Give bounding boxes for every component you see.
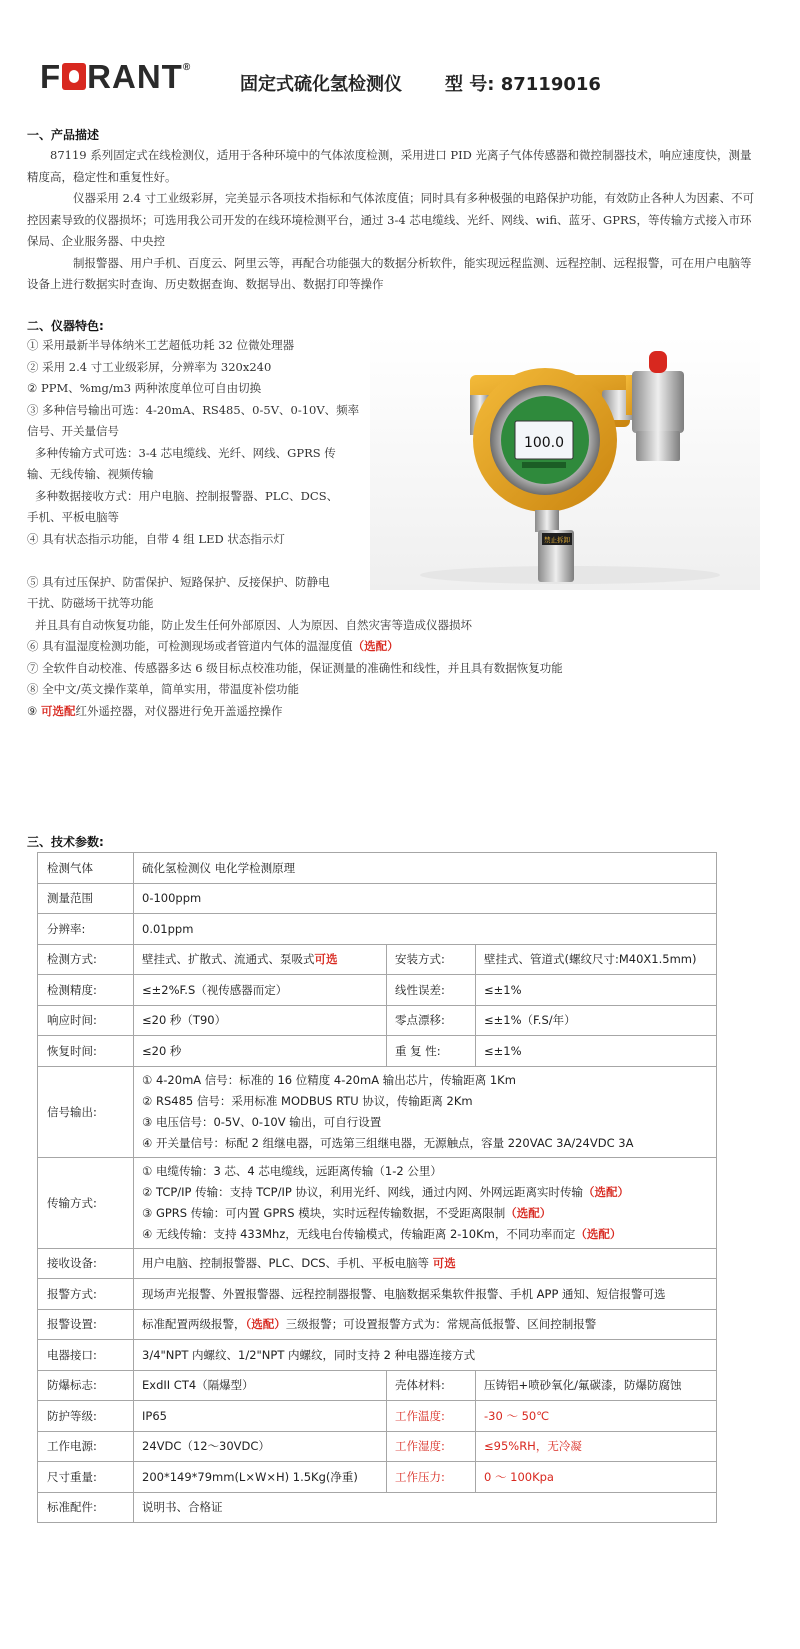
spec-value: 压铸铝+喷砂氧化/氟碳漆，防爆防腐蚀 — [476, 1370, 717, 1401]
transmission-text: ④ 无线传输：支持 433Mhz，无线电台传输模式，传输距离 2-10Km，不同功率而定 — [142, 1226, 576, 1241]
product-photo — [370, 335, 760, 590]
spec-label: 防护等级: — [38, 1401, 134, 1432]
feature-line: ③ 多种信号输出可选：4-20mA、RS485、0-5V、0-10V、频率 — [27, 402, 360, 417]
table-row — [38, 944, 717, 975]
table-row — [38, 1492, 717, 1523]
feature-line: 并且具有自动恢复功能，防止发生任何外部原因、人为原因、自然灾害等造成仪器损坏 — [35, 617, 472, 632]
table-row — [38, 914, 717, 945]
product-title: 固定式硫化氢检测仪 — [240, 74, 402, 95]
spec-value: 说明书、合格证 — [134, 1492, 717, 1523]
spec-value-text: 用户电脑、控制报警器、PLC、DCS、手机、平板电脑等 — [142, 1256, 433, 1271]
spec-value-multiline — [134, 1157, 717, 1248]
feature-line: 信号、开关量信号 — [27, 424, 119, 438]
spec-label: 检测气体 — [38, 853, 134, 884]
transmission-line — [142, 1203, 708, 1224]
feature-line: ④ 具有状态指示功能，自带 4 组 LED 状态指示灯 — [27, 531, 285, 546]
spec-value: ≤±1%（F.S/年） — [476, 1005, 717, 1036]
spec-label: 壳体材料: — [387, 1370, 476, 1401]
optional-tag: （选配） — [505, 1205, 552, 1220]
spec-value: ≤±2%F.S（视传感器而定） — [134, 975, 387, 1006]
transmission-line — [142, 1224, 708, 1245]
spec-label: 信号输出: — [38, 1066, 134, 1157]
section-1-description — [27, 145, 757, 296]
feature-line: ① 采用最新半导体纳米工艺超低功耗 32 位微处理器 — [27, 338, 295, 352]
spec-value — [134, 944, 387, 975]
warning-label-text: 禁止拆卸 — [544, 536, 570, 544]
transmission-line: ① 电缆传输：3 芯、4 芯电缆线，远距离传输（1-2 公里） — [142, 1163, 442, 1178]
description-paragraph-2: 仪器采用 2.4 寸工业级彩屏，完美显示各项技术指标和气体浓度值；同时具有多种极强的电路保护功能，有效防止各种人为因素、不可控因素导致的仪器损坏；可选用我公司开发的在线环境检测平台，通过 3-4 芯电缆线、光纤、网线、wifi、蓝牙、GPRS，等传输方式接入市环保局、企业服务器、中央控 — [27, 191, 755, 248]
transmission-text: ③ GPRS 传输：可内置 GPRS 模块，实时远程传输数据，不受距离限制 — [142, 1205, 506, 1220]
spec-label: 线性误差: — [387, 975, 476, 1006]
table-row — [38, 1157, 717, 1248]
feature-line: 输、无线传输、视频传输 — [27, 467, 154, 481]
table-row — [38, 1005, 717, 1036]
spec-value — [134, 1309, 717, 1340]
optional-tag: （选配） — [352, 639, 399, 653]
lcd-value: 100.0 — [523, 435, 565, 451]
optional-tag: 可选配 — [40, 703, 76, 718]
feature-line-8: ⑧ 全中文/英文操作菜单，简单实用，带温度补偿功能 — [27, 682, 300, 696]
spec-value-text: 壁挂式、扩散式、流通式、泵吸式 — [142, 952, 315, 967]
feature-line-9 — [27, 701, 563, 723]
table-row — [38, 975, 717, 1006]
feature-line-7: ⑦ 全软件自动校准、传感器多达 6 级目标点校准功能，保证测量的准确性和线性，并且具有数据恢复功能 — [27, 660, 563, 675]
spec-value-multiline — [134, 1066, 717, 1157]
led-indicators — [522, 462, 566, 468]
spec-value: 现场声光报警、外置报警器、远程控制器报警、电脑数据采集软件报警、手机 APP 通知、短信报警可选 — [134, 1279, 717, 1310]
spec-value-text: 三级报警；可设置报警方式为：常规高低报警、区间控制报警 — [285, 1317, 597, 1332]
transmission-line — [142, 1182, 708, 1203]
spec-label: 检测精度: — [38, 975, 134, 1006]
optional-tag: 可选 — [314, 952, 338, 967]
alarm-lamp-base — [632, 371, 684, 433]
feature-9-text: 红外遥控器，对仪器进行免开盖遥控操作 — [75, 703, 283, 718]
table-row — [38, 1370, 717, 1401]
feature-line: 多种数据接收方式：用户电脑、控制报警器、PLC、DCS、 — [35, 488, 339, 503]
optional-tag: （选配） — [575, 1226, 622, 1241]
spec-value: 壁挂式、管道式(螺纹尺寸:M40X1.5mm) — [476, 944, 717, 975]
spec-value: 200*149*79mm(L×W×H) 1.5Kg(净重) — [134, 1462, 387, 1493]
logo-text-rant: RANT — [87, 58, 183, 95]
spec-label: 测量范围 — [38, 883, 134, 914]
spec-value: 3/4"NPT 内螺纹、1/2"NPT 内螺纹，同时支持 2 种电器连接方式 — [134, 1340, 717, 1371]
table-row — [38, 1340, 717, 1371]
spec-label: 尺寸重量: — [38, 1462, 134, 1493]
logo-text-f: F — [40, 58, 62, 95]
model-number: 型 号: 87119016 — [445, 74, 601, 95]
spec-label: 报警方式: — [38, 1279, 134, 1310]
spec-value-highlight: -30 ～ 50℃ — [476, 1401, 717, 1432]
spec-label: 零点漂移: — [387, 1005, 476, 1036]
spec-value: IP65 — [134, 1401, 387, 1432]
feature-6-text: ⑥ 具有温湿度检测功能，可检测现场或者管道内气体的温湿度值 — [27, 639, 353, 653]
table-row — [38, 1036, 717, 1067]
spec-label: 接收设备: — [38, 1248, 134, 1279]
spec-label-highlight: 工作温度: — [387, 1401, 476, 1432]
feature-line: 干扰、防磁场干扰等功能 — [27, 596, 154, 610]
feature-line: 多种传输方式可选：3-4 芯电缆线、光纤、网线、GPRS 传 — [35, 445, 336, 460]
signal-line: ① 4-20mA 信号：标准的 16 位精度 4-20mA 输出芯片，传输距离 1Km — [142, 1072, 516, 1087]
logo-o-icon — [62, 63, 86, 90]
optional-tag: 可选 — [432, 1256, 456, 1271]
gas-detector-illustration — [370, 335, 760, 590]
feature-9-number: ⑨ — [27, 703, 41, 718]
table-row — [38, 1066, 717, 1157]
registered-mark: ® — [182, 62, 192, 73]
spec-label: 报警设置: — [38, 1309, 134, 1340]
spec-label: 电器接口: — [38, 1340, 134, 1371]
spec-value-highlight: 0 ～ 100Kpa — [476, 1462, 717, 1493]
table-row — [38, 853, 717, 884]
table-row — [38, 1309, 717, 1340]
alarm-lamp-red — [649, 351, 667, 373]
spec-label-highlight: 工作湿度: — [387, 1431, 476, 1462]
signal-line: ③ 电压信号：0-5V、0-10V 输出，可自行设置 — [142, 1114, 382, 1129]
spec-label: 检测方式: — [38, 944, 134, 975]
spec-value: ≤20 秒 — [134, 1036, 387, 1067]
table-row — [38, 1462, 717, 1493]
table-row — [38, 883, 717, 914]
spec-label: 工作电源: — [38, 1431, 134, 1462]
spec-value: ≤±1% — [476, 975, 717, 1006]
spec-label: 重 复 性: — [387, 1036, 476, 1067]
page-header — [0, 0, 800, 120]
table-row — [38, 1431, 717, 1462]
spec-label: 安装方式: — [387, 944, 476, 975]
spec-value: 硫化氢检测仪 电化学检测原理 — [134, 853, 717, 884]
spec-label: 响应时间: — [38, 1005, 134, 1036]
spec-value — [134, 1248, 717, 1279]
feature-line: ⑤ 具有过压保护、防雷保护、短路保护、反接保护、防静电 — [27, 574, 330, 589]
forant-logo — [40, 58, 191, 96]
spec-value: 0-100ppm — [134, 883, 717, 914]
spec-label: 防爆标志: — [38, 1370, 134, 1401]
spec-value: 0.01ppm — [134, 914, 717, 945]
spec-value: ≤±1% — [476, 1036, 717, 1067]
signal-line: ② RS485 信号：采用标准 MODBUS RTU 协议，传输距离 2Km — [142, 1093, 473, 1108]
section-1-heading: 一、产品描述 — [27, 128, 100, 142]
optional-tag: （选配） — [582, 1184, 629, 1199]
section-3-heading: 三、技术参数: — [27, 835, 104, 849]
spec-table — [37, 852, 717, 1523]
spec-label: 传输方式: — [38, 1157, 134, 1248]
spec-label-highlight: 工作压力: — [387, 1462, 476, 1493]
transmission-text: ② TCP/IP 传输：支持 TCP/IP 协议，利用光纤、网线，通过内网、外网远距离实时传输 — [142, 1184, 583, 1199]
table-row — [38, 1401, 717, 1432]
feature-line: 手机、平板电脑等 — [27, 510, 119, 524]
table-row — [38, 1248, 717, 1279]
spec-label: 分辨率: — [38, 914, 134, 945]
alarm-lamp-stem — [636, 431, 680, 461]
spec-value: 24VDC（12～30VDC） — [134, 1431, 387, 1462]
table-row — [38, 1279, 717, 1310]
optional-tag: （选配） — [245, 1317, 286, 1332]
spec-value-text: 标准配置两级报警， — [142, 1317, 246, 1332]
sensor-neck — [535, 510, 559, 532]
spec-value-highlight: ≤95%RH，无冷凝 — [476, 1431, 717, 1462]
feature-line-6 — [27, 636, 563, 658]
description-paragraph-1: 87119 系列固定式在线检测仪，适用于各种环境中的气体浓度检测，采用进口 PID 光离子气体传感器和微控制器技术，响应速度快，测量精度高，稳定性和重复性好。 — [27, 148, 752, 184]
feature-line: ② 采用 2.4 寸工业级彩屏，分辨率为 320x240 — [27, 359, 272, 374]
signal-line: ④ 开关量信号：标配 2 组继电器，可选第三组继电器，无源触点，容量 220VAC 3A/24VDC 3A — [142, 1135, 634, 1150]
spec-value: ExdII CT4（隔爆型） — [134, 1370, 387, 1401]
feature-line: ② PPM、%mg/m3 两种浓度单位可自由切换 — [27, 381, 262, 395]
description-paragraph-3: 制报警器、用户手机、百度云、阿里云等，再配合功能强大的数据分析软件，能实现远程监测、远程控制、远程报警，可在用户电脑等设备上进行数据实时查询、历史数据查询、数据导出、数据打印等操作 — [27, 255, 752, 291]
spec-value: ≤20 秒（T90） — [134, 1005, 387, 1036]
section-2-heading: 二、仪器特色: — [27, 319, 104, 333]
spec-label: 恢复时间: — [38, 1036, 134, 1067]
spec-label: 标准配件: — [38, 1492, 134, 1523]
